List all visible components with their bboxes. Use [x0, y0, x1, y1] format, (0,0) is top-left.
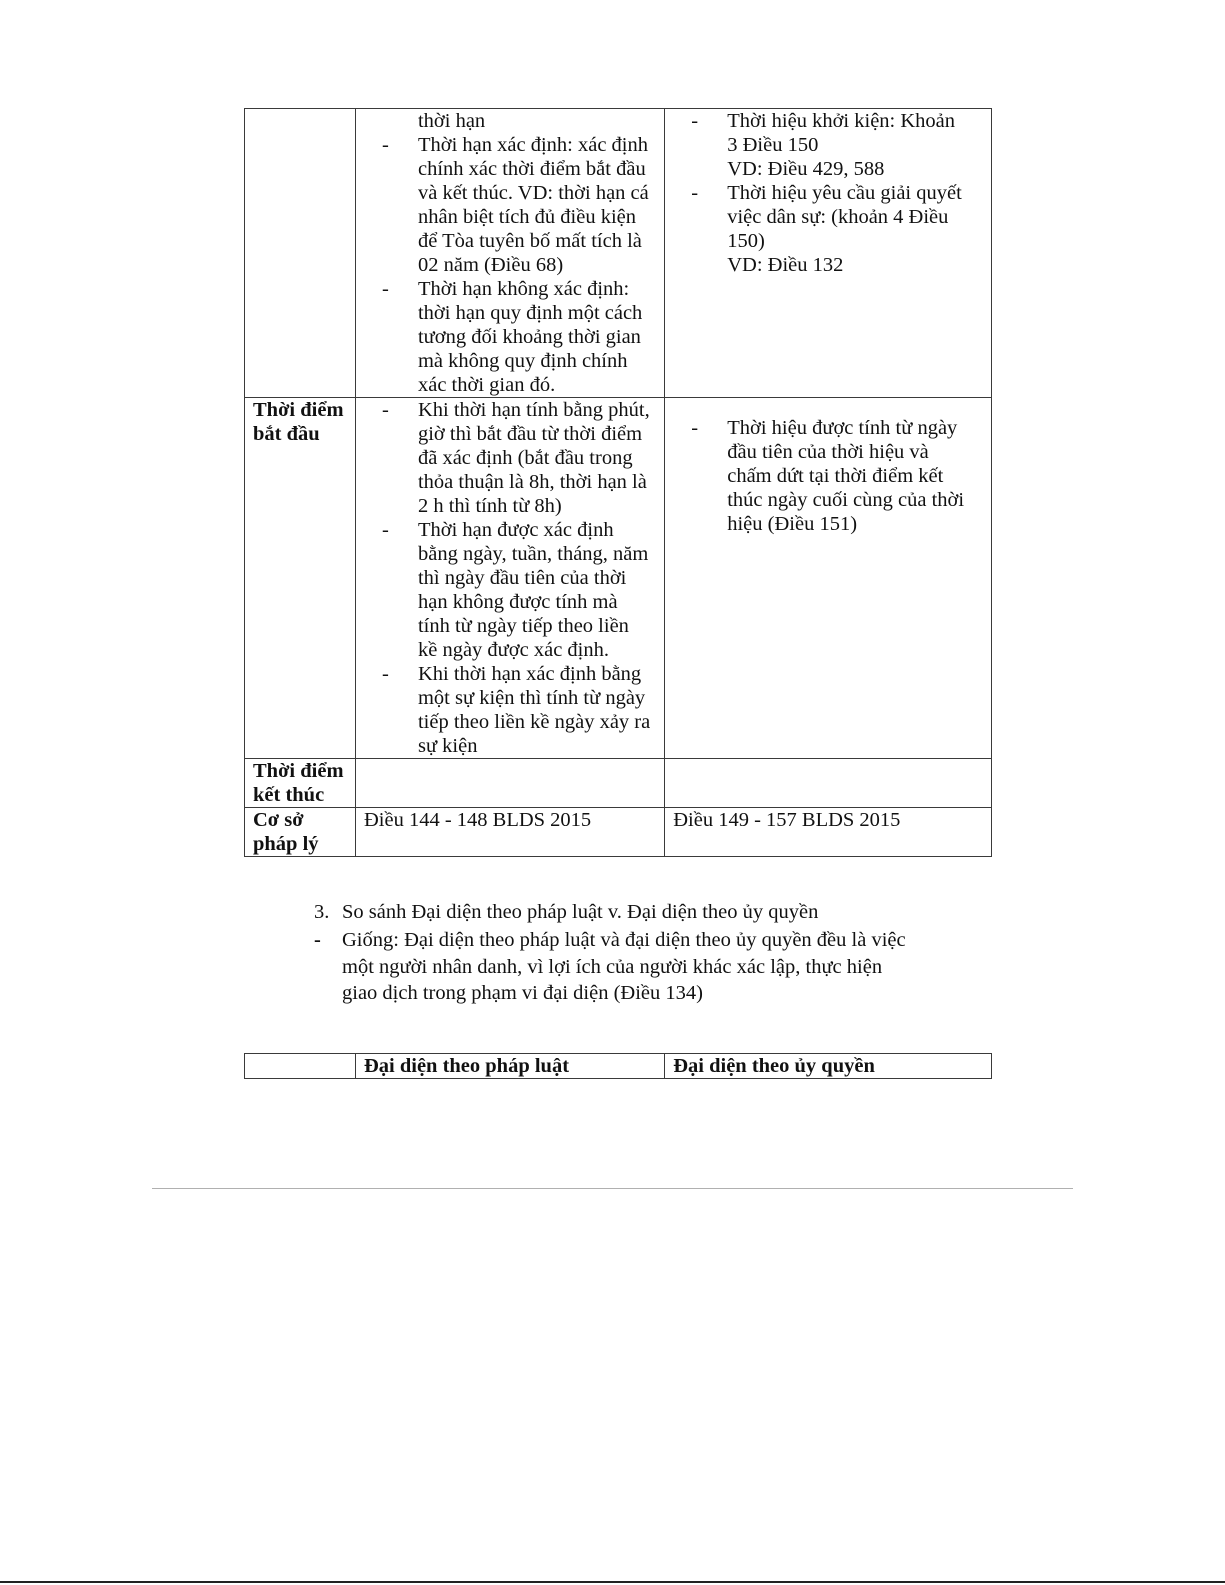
line: chấm dứt tại thời điểm kết	[727, 465, 944, 487]
list-item	[314, 928, 934, 1008]
line: nhân biệt tích đủ điều kiện	[417, 206, 637, 228]
list-item	[356, 277, 664, 397]
page-divider	[152, 1188, 1073, 1189]
dash-bullet: -	[381, 278, 389, 300]
list-item	[665, 181, 991, 277]
line: Thời hiệu yêu cầu giải quyết	[727, 182, 962, 204]
dash-bullet: -	[381, 134, 389, 156]
list-item	[356, 398, 664, 518]
line: xác thời gian đó.	[417, 374, 556, 396]
line: sự kiện	[417, 735, 478, 757]
table-cell: Điều 144 - 148 BLDS 2015	[355, 808, 664, 857]
dash-bullet: -	[381, 399, 389, 421]
row-label: pháp lý	[253, 833, 319, 855]
line: việc dân sự: (khoản 4 Điều	[727, 206, 949, 228]
line: một sự kiện thì tính từ ngày	[417, 687, 646, 709]
line: 3 Điều 150	[727, 134, 819, 156]
table-cell	[665, 759, 992, 808]
line: đã xác định (bắt đầu trong	[417, 447, 633, 469]
table-header-row	[245, 1054, 992, 1079]
comparison-table-time	[244, 108, 992, 857]
line: và kết thúc. VD: thời hạn cá	[417, 182, 649, 204]
line: để Tòa tuyên bố mất tích là	[417, 230, 642, 252]
table-cell	[355, 398, 664, 759]
line: chính xác thời điểm bắt đầu	[417, 158, 646, 180]
table-cell	[665, 109, 992, 398]
dash-list	[665, 109, 991, 277]
row-label: Thời điểm	[253, 399, 344, 421]
list-item	[665, 416, 991, 536]
line: Khi thời hạn tính bằng phút,	[417, 399, 650, 421]
dash-bullet: -	[381, 519, 389, 541]
line: mà không quy định chính	[417, 350, 628, 372]
row-label: kết thúc	[253, 784, 325, 806]
dash-bullet: -	[691, 417, 699, 439]
row-label: Thời điểm	[253, 760, 344, 782]
row-label: Cơ sở	[253, 809, 304, 831]
line: giờ thì bắt đầu từ thời điểm	[417, 423, 643, 445]
row-label-cell	[245, 109, 356, 398]
line: thỏa thuận là 8h, thời hạn là	[417, 471, 647, 493]
section-title: So sánh Đại diện theo pháp luật v. Đại diện theo ủy quyền	[342, 901, 819, 923]
table-row	[245, 398, 992, 759]
line: một người nhân danh, vì lợi ích của người khác xác lập, thực hiện	[342, 955, 883, 978]
table-cell	[665, 398, 992, 759]
line: tiếp theo liền kề ngày xảy ra	[417, 711, 651, 733]
line: giao dịch trong phạm vi đại diện (Điều 134)	[342, 982, 703, 1004]
paragraph	[342, 928, 934, 1008]
list-item	[356, 133, 664, 277]
column-header: Đại diện theo pháp luật	[355, 1054, 664, 1079]
column-header: Đại diện theo ủy quyền	[665, 1054, 992, 1079]
dash-bullet: -	[314, 929, 321, 951]
line: Thời hạn không xác định:	[417, 278, 630, 300]
table-row	[245, 808, 992, 857]
row-label-cell	[245, 398, 356, 759]
line: Thời hạn được xác định	[417, 519, 614, 541]
section-3	[314, 900, 934, 1008]
column-header	[245, 1054, 356, 1079]
line: thúc ngày cuối cùng của thời	[727, 489, 965, 511]
line: hạn không được tính mà	[417, 591, 618, 613]
dash-bullet: -	[691, 182, 699, 204]
line: đầu tiên của thời hiệu và	[727, 441, 929, 463]
dash-list	[356, 133, 664, 397]
row-label-cell	[245, 759, 356, 808]
line: 150)	[727, 230, 765, 252]
table-cell	[355, 109, 664, 398]
list-item	[665, 109, 991, 181]
table-cell: Điều 149 - 157 BLDS 2015	[665, 808, 992, 857]
line: Thời hạn xác định: xác định	[417, 134, 648, 156]
row-label: bắt đầu	[253, 423, 320, 445]
line: hiệu (Điều 151)	[727, 513, 858, 535]
section-heading	[314, 900, 934, 926]
table-row	[245, 109, 992, 398]
line: VD: Điều 132	[727, 254, 844, 276]
line: Giống: Đại diện theo pháp luật và đại diện theo ủy quyền đều là việc	[342, 929, 906, 951]
line: thời hạn quy định một cách	[417, 302, 643, 324]
line: Thời hiệu khởi kiện: Khoản	[727, 110, 956, 132]
dash-list	[665, 416, 991, 536]
dash-bullet: -	[381, 663, 389, 685]
section-number: 3.	[314, 901, 330, 923]
table-cell	[355, 759, 664, 808]
cell-text: thời hạn	[417, 110, 486, 132]
row-label-cell	[245, 808, 356, 857]
line: 02 năm (Điều 68)	[417, 254, 564, 276]
table-row	[245, 759, 992, 808]
comparison-table-representation	[244, 1053, 992, 1079]
line: VD: Điều 429, 588	[727, 158, 885, 180]
dash-list	[356, 398, 664, 758]
list-item	[356, 662, 664, 758]
list-item	[356, 518, 664, 662]
line: thì ngày đầu tiên của thời	[417, 567, 627, 589]
line: bằng ngày, tuần, tháng, năm	[417, 543, 649, 565]
line: kề ngày được xác định.	[417, 639, 609, 661]
line: 2 h thì tính từ 8h)	[417, 495, 562, 517]
line: tính từ ngày tiếp theo liền	[417, 615, 629, 637]
page-bottom-border	[0, 1581, 1225, 1583]
line: Thời hiệu được tính từ ngày	[727, 417, 958, 439]
dash-bullet: -	[691, 110, 699, 132]
line: Khi thời hạn xác định bằng	[417, 663, 642, 685]
line: tương đối khoảng thời gian	[417, 326, 641, 348]
